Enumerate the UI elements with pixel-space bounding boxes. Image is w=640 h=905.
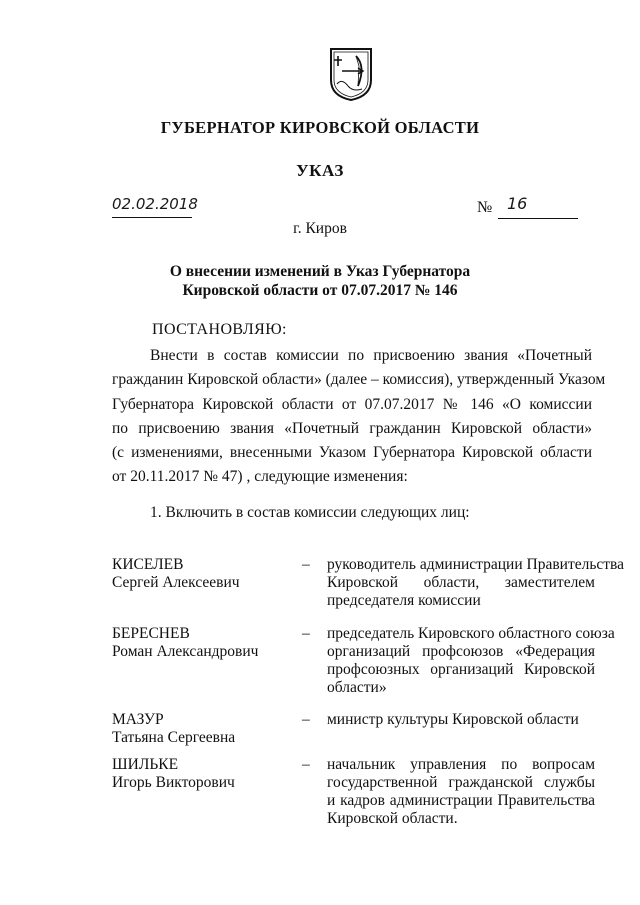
body-line: Внести в состав комиссии по присвоению звания «Почетный	[150, 347, 592, 364]
subject-line: О внесении изменений в Указ Губернатора	[169, 263, 471, 280]
role-line: Кировской области, заместителем	[327, 574, 595, 591]
member-dash: –	[302, 756, 310, 773]
member-dash: –	[302, 556, 310, 573]
document-date: 02.02.2018	[112, 195, 198, 213]
city-name: г. Киров	[293, 220, 347, 237]
member-surname: ШИЛЬКЕ	[112, 756, 179, 773]
member-surname: МАЗУР	[112, 711, 164, 728]
member-name	[112, 625, 302, 661]
decree-word: ПОСТАНОВЛЯЮ:	[152, 321, 287, 338]
number-label: №	[477, 199, 493, 216]
member-given-name: Роман Александрович	[112, 643, 259, 660]
role-line: начальник управления по вопросам	[327, 756, 595, 773]
role-line: руководитель администрации Правительства	[327, 556, 625, 573]
item-1: 1. Включить в состав комиссии следующих лиц:	[150, 504, 470, 521]
member-name	[112, 556, 302, 592]
body-line: Губернатора Кировской области от 07.07.2017 № 146 «О комиссии	[112, 395, 592, 413]
document-type: УКАЗ	[296, 161, 344, 180]
role-line: председателя комиссии	[327, 592, 481, 609]
role-line: и кадров администрации Правительства	[327, 792, 595, 809]
member-name	[112, 756, 302, 792]
document-subject	[0, 262, 640, 300]
body-line: от 20.11.2017 № 47) , следующие изменения:	[112, 468, 408, 486]
role-line: области»	[327, 679, 387, 696]
role-line: Кировской области.	[327, 810, 458, 827]
body-line: гражданин Кировской области» (далее – комиссия), утвержденный Указом	[112, 371, 606, 389]
member-role	[327, 556, 625, 610]
role-line: профсоюзных организаций Кировской	[327, 661, 595, 678]
member-dash: –	[302, 711, 310, 728]
role-line: министр культуры Кировской области	[327, 711, 579, 728]
member-role	[327, 756, 595, 828]
member-role	[327, 625, 615, 697]
member-given-name: Игорь Викторович	[112, 774, 235, 791]
document-number: 16	[507, 194, 528, 213]
authority-title: ГУБЕРНАТОР КИРОВСКОЙ ОБЛАСТИ	[160, 118, 480, 137]
body-line: по присвоению звания «Почетный гражданин Кировской области»	[112, 419, 592, 437]
member-surname: КИСЕЛЕВ	[112, 556, 184, 573]
member-given-name: Сергей Алексеевич	[112, 574, 240, 591]
coat-of-arms-emblem	[328, 46, 374, 102]
member-given-name: Татьяна Сергеевна	[112, 729, 236, 746]
role-line: организаций профсоюзов «Федерация	[327, 643, 595, 660]
subject-line: Кировской области от 07.07.2017 № 146	[182, 282, 458, 299]
body-line: (с изменениями, внесенными Указом Губернатора Кировской области	[112, 444, 592, 462]
body-paragraph	[112, 344, 606, 490]
member-surname: БЕРЕСНЕВ	[112, 625, 190, 642]
role-line: председатель Кировского областного союза	[327, 625, 615, 642]
member-role	[327, 711, 595, 729]
member-dash: –	[302, 625, 310, 642]
role-line: государственной гражданской службы	[327, 774, 595, 791]
member-name	[112, 711, 302, 747]
